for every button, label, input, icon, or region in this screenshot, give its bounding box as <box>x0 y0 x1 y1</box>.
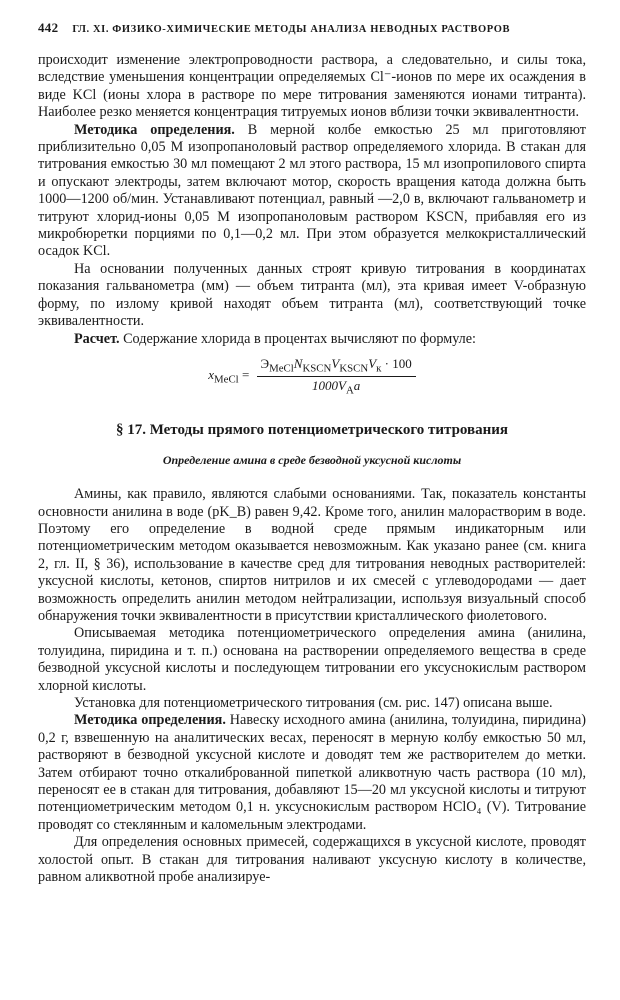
subsection-title: Определение амина в среде безводной уксусной кислоты <box>162 453 462 468</box>
method-text: В мерной колбе емкостью 25 мл приготовляют приблизительно 0,05 M изопропаноловый раствор определяемого хлорида. В стакан для титрования емкостью 30 мл помещают 2 мл этого раствора, 15 мл изопропилового спирта и опускают электроды, затем включают мотор, скорость вращения катода должна быть 1000—1200 об/мин. Устанавливают потенциал, равный —2,0 в, включают гальванометр и титруют хлорид-ионы 0,05 M изопропаноловым раствором KSCN, прибавляя его из микробюретки порциями по 0,1—0,2 мл. При этом образуется мелкокристаллический осадок KCl. <box>38 121 586 260</box>
paragraph-amines: Амины, как правило, являются слабыми основаниями. Так, показатель константы основности анилина в воде (pK_B) равен 9,42. Кроме того, анилин малорастворим в воде. Поэтому его определение в водной среде прямым индикаторным или потенциометрическим методом оказывается невозможным. Как указано ранее (см. книга 2, гл. II, § 36), использование в качестве сред для титрования неводных растворителей: уксусной кислоты, кетонов, спиртов нитрилов и их смесей с углеводородами — дает возможность определить анилин методом нейтрализации, используя визуальный способ обнаружения точки эквивалентности в присутствии кристаллического фиолетового. <box>38 486 586 624</box>
paragraph-setup: Установка для потенциометрического титрования (см. рис. 147) описана выше. <box>74 694 553 711</box>
running-title: ГЛ. XI. ФИЗИКО-ХИМИЧЕСКИЕ МЕТОДЫ АНАЛИЗА НЕВОДНЫХ РАСТВОРОВ <box>72 24 511 35</box>
paragraph-titration-curve: На основании полученных данных строят кривую титрования в координатах показания гальванометра (мм) — объем титранта (мл), эта кривая имеет V-образную форму, по излому кривой находят объем титранта (мл), соответствующий точке эквивалентности. <box>38 260 586 330</box>
paragraph-electroconductivity: происходит изменение электропроводности раствора, а следовательно, и силы тока, вследствие уменьшения концентрации определяемых Cl⁻-ионов по мере их осаждения в виде KCl (ионы хлора в растворе по мере титрования заменяются ионами титранта). Наиболее резко меняется концентрация титруемых ионов вблизи точки эквивалентности. <box>38 52 586 121</box>
formula-fraction <box>257 356 416 396</box>
method-amine-text: Навеску исходного амина (анилина, толуидина, пиридина) 0,2 г, взвешенную на аналитических весах, переносят в мерную колбу емкостью 50 мл, растворяют в безводной уксусной кислоте и доводят тем же растворителем до метки. Затем отбирают точно откалиброванной пипеткой аликвотную часть раствора (10 мл), переносят ее в стакан для титрования, добавляют 15—20 мл уксусной кислоты и титруют потенциометрическим методом 0,1 н. уксуснокислым раствором HClO₄ (V). Титрование проводят со стеклянным и каломельным электродами. <box>38 712 586 833</box>
page-number: 442 <box>38 20 59 35</box>
chloride-formula <box>38 356 586 396</box>
formula-numerator: $Э_{MeCl}N_{KSCN}V_{KSCN}V_к \cdot 100$ <box>257 356 416 377</box>
method-heading: Методика определения. <box>74 121 235 138</box>
method-amine-heading: Методика определения. <box>74 712 226 729</box>
book-page <box>38 20 586 886</box>
running-header <box>38 20 586 36</box>
paragraph-calculation <box>38 331 586 348</box>
paragraph-method-description: Описываемая методика потенциометрического определения амина (анилина, толуидина, пиридина и т. п.) основана на растворении определяемого вещества в среде безводной уксусной кислоты и последующем титровании его уксуснокислым раствором хлорной кислоты. <box>38 625 586 694</box>
formula-lhs: $x_{MeCl}$ = <box>208 366 250 386</box>
formula-denominator: $1000V_Aa$ <box>312 377 361 397</box>
calculation-heading: Расчет. <box>74 330 120 347</box>
calculation-text: Содержание хлорида в процентах вычисляют по формуле: <box>119 330 476 347</box>
paragraph-method-amine <box>38 712 586 834</box>
paragraph-method-chloride <box>38 122 586 261</box>
paragraph-blank-test: Для определения основных примесей, содержащихся в уксусной кислоте, проводят холостой опыт. В стакан для титрования наливают уксусную кислоту в количестве, равном аликвотной пробе анализируе- <box>38 834 586 886</box>
section-title: § 17. Методы прямого потенциометрического титрования <box>115 422 509 439</box>
